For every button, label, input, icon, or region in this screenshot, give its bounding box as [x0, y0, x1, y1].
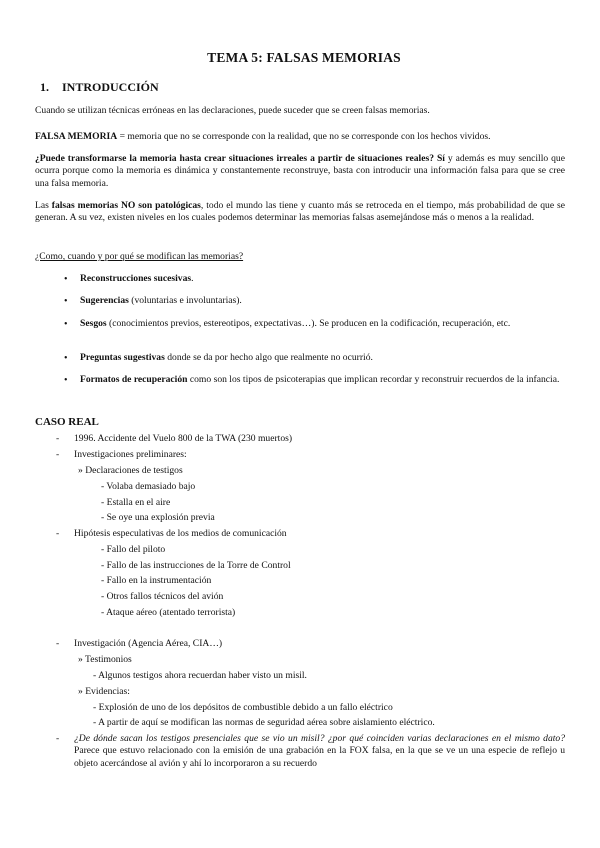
- dash-marker: -: [56, 433, 60, 444]
- case-explanation: Parece que estuvo relacionado con la emisión de una grabación en la FOX falsa, en la que se ve un una especie de reflejo u objeto acercándose al avión y ahí lo incorporaron a su recuerdo: [74, 745, 565, 769]
- dash-marker: -: [56, 528, 60, 539]
- question-paragraph: [35, 153, 565, 190]
- pathology-paragraph: [35, 200, 565, 225]
- case-heading: CASO REAL: [35, 416, 99, 428]
- case-subline: - Fallo en la instrumentación: [101, 575, 212, 586]
- bullet-marker: •: [64, 375, 68, 386]
- definition-text: = memoria que no se corresponde con la realidad, que no se corresponde con los hechos vividos.: [117, 131, 491, 142]
- bullet-term: Preguntas sugestivas: [80, 352, 165, 363]
- dash-marker: -: [56, 733, 60, 744]
- case-question-italic: ¿De dónde sacan los testigos presenciales que se vio un misil? ¿por qué coinciden varias declaraciones en el mismo dato?: [74, 733, 565, 744]
- case-subline: - Estalla en el aire: [101, 497, 171, 508]
- bullet-marker: •: [64, 296, 68, 307]
- case-subline: - Fallo del piloto: [101, 544, 166, 555]
- pathology-pre: Las: [35, 200, 52, 211]
- page-title: TEMA 5: FALSAS MEMORIAS: [207, 50, 401, 65]
- bullet-marker: •: [64, 319, 68, 330]
- pathology-bold: falsas memorias NO son patológicas: [51, 200, 201, 211]
- bullet-text: (voluntarias e involuntarias).: [128, 295, 242, 306]
- pathology-text: , todo el mundo las tiene y cuanto más se retroceda en el tiempo, más probabilidad de que se generan. A su vez, existen niveles en los cuales podemos determinar las memorias falsas asemejándose más o menos a la realidad.: [35, 200, 565, 224]
- bullet-item: [80, 273, 565, 285]
- case-line: Hipótesis especulativas de los medios de comunicación: [74, 528, 287, 539]
- section-title: INTRODUCCIÓN: [62, 80, 159, 94]
- case-subline: - Ataque aéreo (atentado terrorista): [101, 607, 236, 618]
- bullet-marker: •: [64, 353, 68, 364]
- case-subline: - Explosión de uno de los depósitos de combustible debido a un fallo eléctrico: [93, 702, 393, 713]
- bullet-term: Sesgos: [80, 318, 107, 329]
- case-line: Investigación (Agencia Aérea, CIA…): [74, 638, 223, 649]
- case-subline: - Se oye una explosión previa: [101, 512, 215, 523]
- section-number: 1.: [40, 80, 49, 94]
- definition-term: FALSA MEMORIA: [35, 131, 118, 142]
- case-subline: - A partir de aquí se modifican las normas de seguridad aérea sobre aislamiento eléctrico.: [93, 717, 435, 728]
- question-bold: ¿Puede transformarse la memoria hasta crear situaciones irreales a partir de situaciones reales? Sí: [35, 153, 445, 164]
- bullet-item: [80, 374, 565, 386]
- case-subline: - Fallo de las instrucciones de la Torre de Control: [101, 560, 291, 571]
- subsection-question: ¿Como, cuando y por qué se modifican las memorias?: [35, 251, 244, 262]
- section-heading: [40, 80, 159, 96]
- definition-paragraph: [35, 131, 565, 143]
- bullet-item: [80, 318, 565, 330]
- case-subline: - Algunos testigos ahora recuerdan haber visto un misil.: [93, 670, 307, 681]
- bullet-item: [80, 352, 565, 364]
- bullet-text: como son los tipos de psicoterapias que implican recordar y reconstruir recuerdos de la infancia.: [187, 374, 560, 385]
- question-answer: y además es muy sencillo que ocurra porque como la memoria es dinámica y constantemente reconstruye, basta con introducir una información falsa para que se cree una falsa memoria.: [35, 153, 565, 189]
- bullet-text: .: [191, 273, 194, 284]
- case-subline: - Otros fallos técnicos del avión: [101, 591, 224, 602]
- bullet-text: (conocimientos previos, estereotipos, expectativas…). Se producen en la codificación, recuperación, etc.: [106, 318, 511, 329]
- case-subline: - Volaba demasiado bajo: [101, 481, 196, 492]
- dash-marker: -: [56, 449, 60, 460]
- bullet-term: Sugerencias: [80, 295, 129, 306]
- case-conclusion: [74, 733, 565, 770]
- bullet-text: donde se da por hecho algo que realmente no ocurrió.: [164, 352, 373, 363]
- case-subline: » Testimonios: [78, 654, 132, 665]
- case-subline: » Evidencias:: [78, 686, 130, 697]
- bullet-marker: •: [64, 274, 68, 285]
- bullet-term: Reconstrucciones sucesivas: [80, 273, 192, 284]
- bullet-item: [80, 295, 565, 307]
- case-subline: » Declaraciones de testigos: [78, 465, 183, 476]
- intro-paragraph: Cuando se utilizan técnicas erróneas en las declaraciones, puede suceder que se creen falsas memorias.: [35, 105, 430, 116]
- case-line: Investigaciones preliminares:: [74, 449, 187, 460]
- dash-marker: -: [56, 638, 60, 649]
- case-line: 1996. Accidente del Vuelo 800 de la TWA (230 muertos): [74, 433, 293, 444]
- bullet-term: Formatos de recuperación: [80, 374, 188, 385]
